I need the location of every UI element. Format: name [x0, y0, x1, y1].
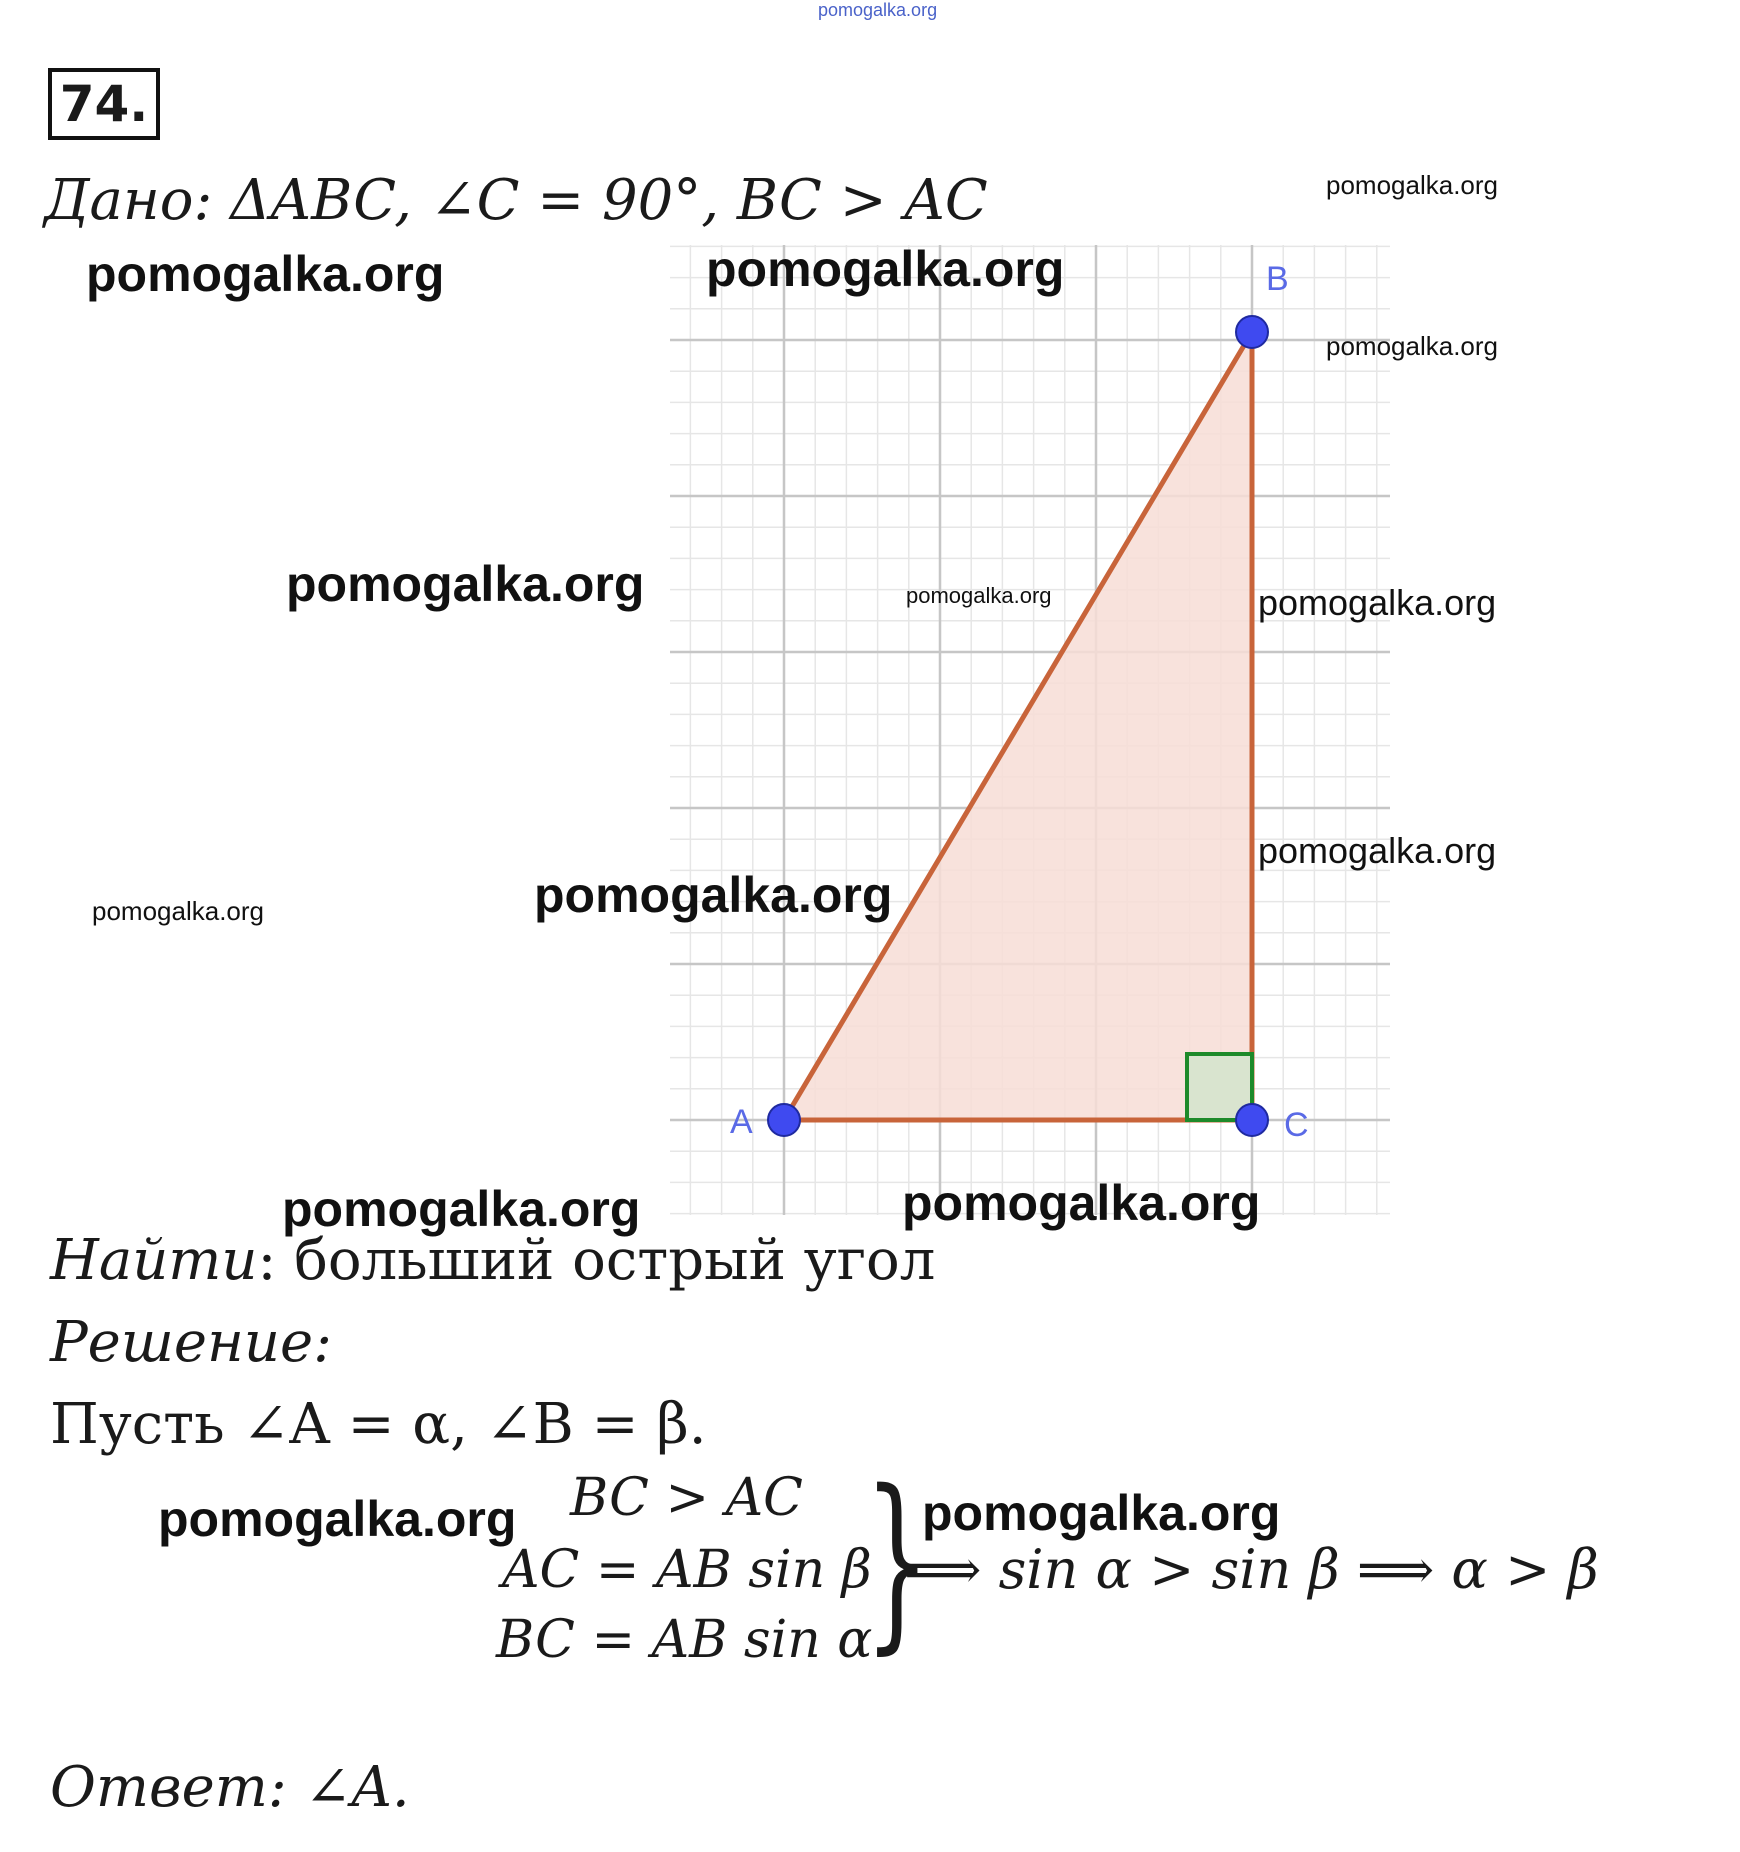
- solution-conclusion: ⟹ sin α > sin β ⟹ α > β: [904, 1538, 1599, 1601]
- solution-label: Решение:: [50, 1310, 332, 1375]
- given-label: Дано: [44, 168, 194, 233]
- watermark-text: pomogalka.org: [1326, 170, 1498, 200]
- triangle-abc: [784, 332, 1252, 1120]
- system-line-3: BC = AB sin α: [496, 1610, 873, 1670]
- watermark-text: pomogalka.org: [1326, 331, 1498, 361]
- watermark-text: pomogalka.org: [1258, 830, 1497, 871]
- watermark-text: pomogalka.org: [534, 867, 893, 923]
- given-text: : ΔABC, ∠C = 90°, BC > AC: [193, 168, 988, 233]
- answer-label: Ответ:: [50, 1755, 287, 1820]
- watermark-text: pomogalka.org: [282, 1181, 641, 1237]
- system-line-1: BC > AC: [570, 1468, 803, 1528]
- watermark-text: pomogalka.org: [922, 1485, 1281, 1541]
- watermark-text: pomogalka.org: [906, 583, 1052, 608]
- vertex-c-point: [1236, 1104, 1268, 1136]
- vertex-b-label: B: [1266, 260, 1289, 298]
- watermark-text: pomogalka.org: [706, 241, 1065, 297]
- watermark-text: pomogalka.org: [286, 556, 645, 612]
- watermark-text: pomogalka.org: [1258, 582, 1497, 623]
- vertex-b-point: [1236, 316, 1268, 348]
- let-statement: Пусть ∠A = α, ∠B = β.: [50, 1392, 707, 1457]
- problem-number: 74.: [48, 68, 160, 140]
- find-text: : больший острый угол: [257, 1228, 936, 1293]
- top-url-text: pomogalka.org: [818, 0, 938, 20]
- answer-line: [50, 1755, 410, 1820]
- triangle-diagram: [660, 240, 1400, 1220]
- find-label: Найти: [50, 1228, 258, 1293]
- watermark-text: pomogalka.org: [902, 1175, 1261, 1231]
- given-line: [44, 168, 988, 233]
- vertex-a-point: [768, 1104, 800, 1136]
- system-line-2: AC = AB sin β: [502, 1540, 872, 1600]
- vertex-a-label: A: [730, 1103, 753, 1141]
- watermark-text: pomogalka.org: [86, 246, 445, 302]
- watermark-text: pomogalka.org: [92, 896, 264, 926]
- vertex-c-label: C: [1284, 1106, 1309, 1144]
- find-line: [50, 1228, 935, 1293]
- system-brace: }: [864, 1450, 931, 1671]
- watermark-text: pomogalka.org: [158, 1491, 517, 1547]
- answer-text: ∠A.: [286, 1755, 410, 1820]
